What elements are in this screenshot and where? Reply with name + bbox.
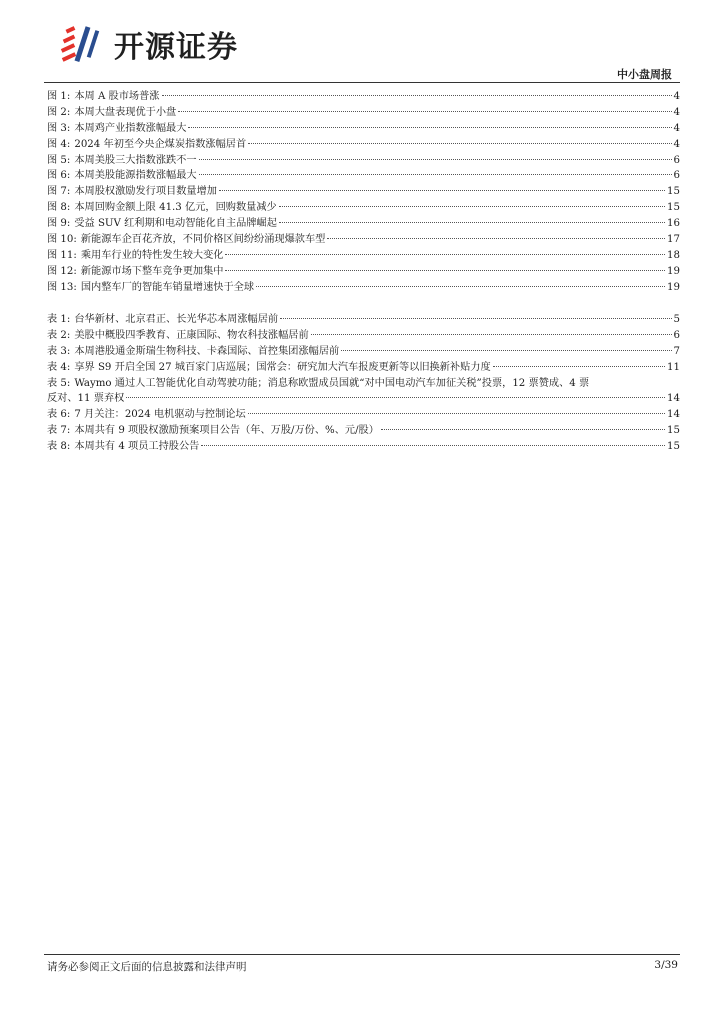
toc-entry[interactable] xyxy=(47,232,680,248)
toc-title: 享界 S9 开启全国 27 城百家门店巡展；国常会：研究加大汽车报废更新等以旧换新补贴力度 xyxy=(74,361,491,373)
footer-disclaimer: 请务必参阅正文后面的信息披露和法律声明 xyxy=(47,961,247,973)
logo-mark-icon xyxy=(58,22,108,66)
toc-entry[interactable] xyxy=(47,376,680,392)
header-rule xyxy=(44,82,680,83)
toc-entry[interactable] xyxy=(47,423,680,439)
toc-label: 表 1: xyxy=(47,314,71,325)
toc-entry[interactable] xyxy=(47,360,680,376)
table-list xyxy=(47,312,680,455)
toc-entry[interactable] xyxy=(47,344,680,360)
leader-dots xyxy=(256,286,665,287)
toc-title: 本周鸡产业指数涨幅最大 xyxy=(74,122,187,134)
toc-entry[interactable] xyxy=(47,216,680,232)
toc-title-continuation: 反对、11 票弃权 xyxy=(47,393,125,405)
leader-dots xyxy=(248,143,671,144)
toc-entry[interactable] xyxy=(47,153,680,169)
toc-page: 6 xyxy=(673,170,680,182)
toc-title: Waymo 通过人工智能优化自动驾驶功能；消息称欧盟成员国就“对中国电动汽车加征关税”投票，12 票赞成、4 票 xyxy=(74,377,590,389)
toc-entry[interactable] xyxy=(47,248,680,264)
toc-entry[interactable] xyxy=(47,264,680,280)
figure-list xyxy=(47,89,680,296)
toc-label: 图 1: xyxy=(47,91,71,102)
leader-dots xyxy=(280,318,671,319)
toc-page: 17 xyxy=(667,234,680,246)
toc-entry[interactable] xyxy=(47,439,680,455)
toc-page: 14 xyxy=(667,409,680,421)
page-number: 3/39 xyxy=(654,959,678,971)
toc-page: 4 xyxy=(673,138,680,150)
leader-dots xyxy=(493,366,665,367)
toc-label: 图 6: xyxy=(47,170,71,182)
leader-dots xyxy=(279,206,665,207)
toc-label: 表 8: xyxy=(47,441,71,453)
leader-dots xyxy=(248,413,665,414)
leader-dots xyxy=(162,95,672,96)
toc-page: 19 xyxy=(667,281,680,293)
toc-page: 6 xyxy=(673,329,680,341)
leader-dots xyxy=(225,270,665,271)
toc-label: 图 10: xyxy=(47,234,77,246)
toc-title: 本周共有 4 项员工持股公告 xyxy=(74,441,200,453)
toc-label: 图 3: xyxy=(47,122,71,134)
toc-label: 图 9: xyxy=(47,218,71,230)
toc-label: 图 4: xyxy=(47,138,71,150)
toc-title: 新能源市场下整车竞争更加集中 xyxy=(80,265,224,277)
leader-dots xyxy=(327,238,665,239)
leader-dots xyxy=(225,254,665,255)
toc-title: 本周共有 9 项股权激励预案项目公告（年、万股/万份、%、元/股） xyxy=(74,425,379,437)
toc-entry[interactable] xyxy=(47,280,680,296)
toc-label: 表 5: xyxy=(47,377,71,389)
leader-dots xyxy=(126,397,665,398)
toc-page: 5 xyxy=(673,314,680,325)
toc-entry[interactable] xyxy=(47,312,680,328)
toc-label: 表 6: xyxy=(47,409,71,421)
toc-entry[interactable] xyxy=(47,89,680,105)
toc-page: 15 xyxy=(667,202,680,214)
report-type-label: 中小盘周报 xyxy=(617,68,672,81)
leader-dots xyxy=(201,445,665,446)
toc-title: 国内整车厂的智能车销量增速快于全球 xyxy=(80,281,255,293)
toc-label: 表 7: xyxy=(47,425,71,437)
company-logo xyxy=(58,22,238,66)
toc-label: 图 2: xyxy=(47,106,71,118)
toc-page: 4 xyxy=(673,91,680,102)
logo-text: 开源证券 xyxy=(114,30,238,65)
footer-rule xyxy=(44,954,680,955)
toc-label: 图 13: xyxy=(47,281,77,293)
toc-title: 7 月关注：2024 电机驱动与控制论坛 xyxy=(74,409,246,421)
leader-dots xyxy=(178,111,671,112)
toc-entry-continuation[interactable] xyxy=(47,391,680,407)
toc-title: 本周港股通金斯瑞生物科技、卡森国际、首控集团涨幅居前 xyxy=(74,345,340,357)
leader-dots xyxy=(219,190,665,191)
toc-page: 16 xyxy=(667,218,680,230)
toc-label: 表 3: xyxy=(47,345,71,357)
toc-title: 本周 A 股市场普涨 xyxy=(74,91,160,102)
toc-page: 14 xyxy=(667,393,680,405)
toc-title: 乘用车行业的特性发生较大变化 xyxy=(80,249,224,261)
toc-page: 15 xyxy=(667,425,680,437)
toc-title: 本周股权激励发行项目数量增加 xyxy=(74,186,217,198)
toc-page: 15 xyxy=(667,186,680,198)
toc-title: 本周大盘表现优于小盘 xyxy=(74,106,177,118)
toc-label: 图 7: xyxy=(47,186,71,198)
leader-dots xyxy=(199,159,672,160)
toc-entry[interactable] xyxy=(47,200,680,216)
toc-label: 图 12: xyxy=(47,265,77,277)
toc-entry[interactable] xyxy=(47,121,680,137)
toc-page: 4 xyxy=(673,122,680,134)
toc-page: 7 xyxy=(673,345,680,357)
toc-title: 本周美股三大指数涨跌不一 xyxy=(74,154,197,166)
toc-title: 本周回购金额上限 41.3 亿元，回购数量减少 xyxy=(74,202,277,214)
toc-entry[interactable] xyxy=(47,184,680,200)
toc-title: 本周美股能源指数涨幅最大 xyxy=(74,170,197,182)
toc-title: 美股中概股四季教育、正康国际、物农科技涨幅居前 xyxy=(74,329,309,341)
leader-dots xyxy=(341,350,671,351)
toc-entry[interactable] xyxy=(47,407,680,423)
toc-entry[interactable] xyxy=(47,328,680,344)
toc-page: 4 xyxy=(673,106,680,118)
leader-dots xyxy=(188,127,671,128)
leader-dots xyxy=(311,334,672,335)
toc-entry[interactable] xyxy=(47,105,680,121)
toc-entry[interactable] xyxy=(47,168,680,184)
toc-entry[interactable] xyxy=(47,137,680,153)
toc-page: 6 xyxy=(673,154,680,166)
leader-dots xyxy=(279,222,665,223)
toc-label: 图 11: xyxy=(47,249,77,261)
toc-page: 18 xyxy=(667,249,680,261)
toc-label: 图 8: xyxy=(47,202,71,214)
toc-label: 表 4: xyxy=(47,361,71,373)
toc-page: 19 xyxy=(667,265,680,277)
toc-page: 15 xyxy=(667,441,680,453)
leader-dots xyxy=(199,174,672,175)
toc-label: 表 2: xyxy=(47,329,71,341)
toc-page: 11 xyxy=(667,361,680,373)
toc-title: 2024 年初至今央企煤炭指数涨幅居首 xyxy=(74,138,247,150)
toc-title: 新能源车企百花齐放，不同价格区间纷纷涌现爆款车型 xyxy=(80,234,326,246)
toc-title: 台华新材、北京君正、长光华芯本周涨幅居前 xyxy=(74,314,279,325)
toc-label: 图 5: xyxy=(47,154,71,166)
toc-title: 受益 SUV 红利期和电动智能化自主品牌崛起 xyxy=(74,218,277,230)
leader-dots xyxy=(381,429,665,430)
